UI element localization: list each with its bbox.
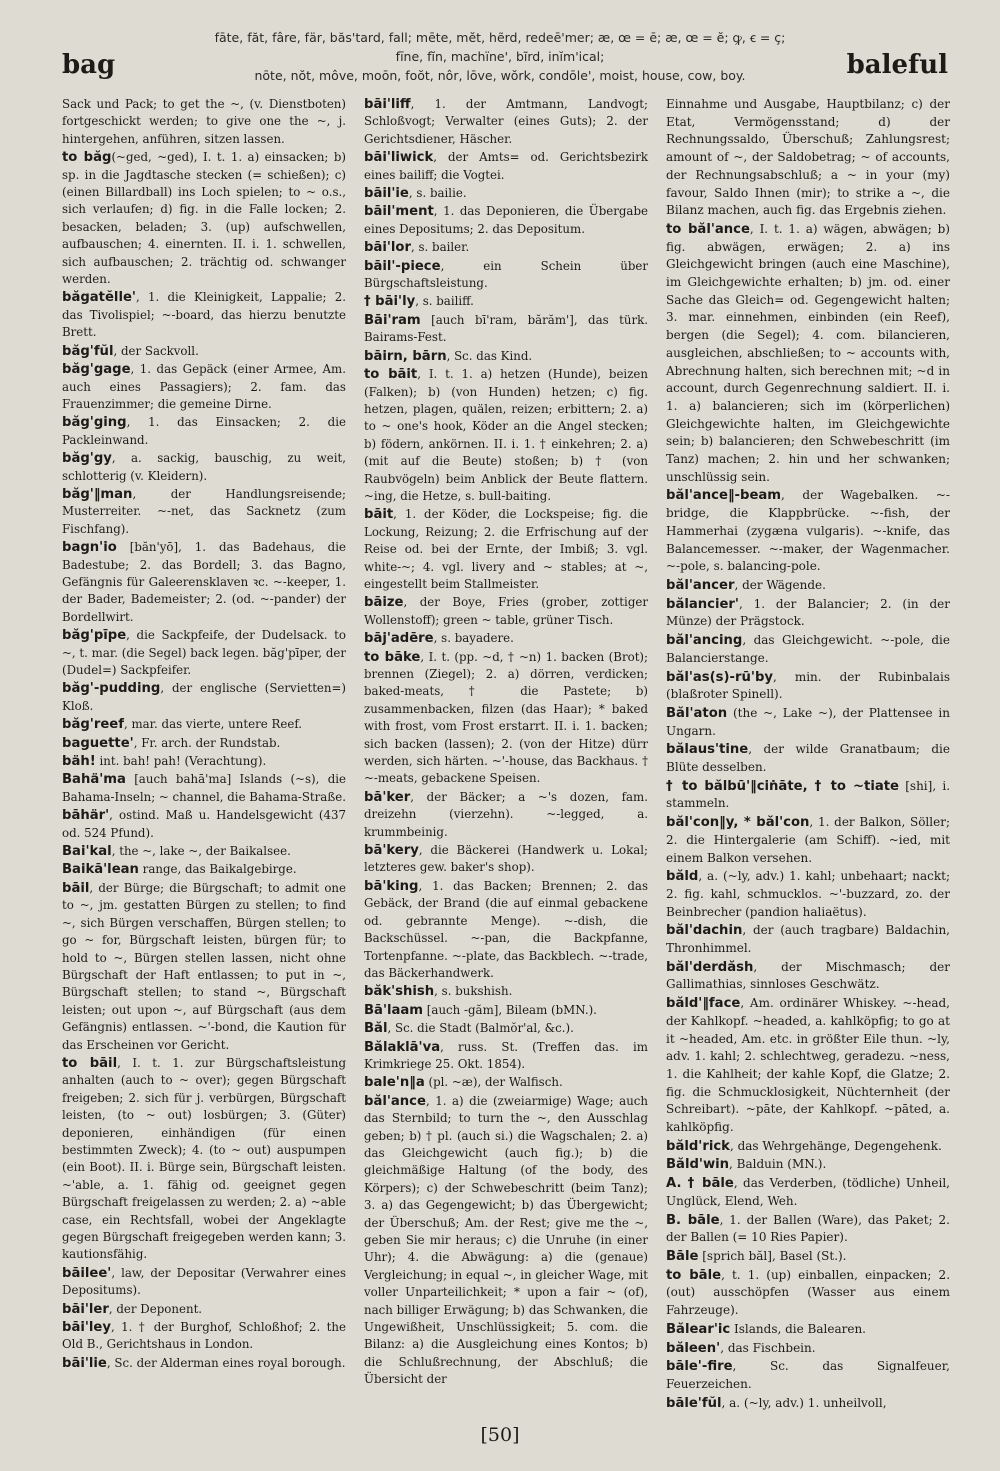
entry-definition: , 1. der Köder, die Lockspeise; fig. die Lockung, Reizung; 2. die Erfrischung auf der Reise od. bei der Ernte, der Imbiß; 3. vgl. white-~; 4. vgl. livery and ~ stables; at ~, eingestellt beim Stallmeister.: [364, 507, 648, 591]
entry-headword: băld: [666, 869, 699, 885]
entry-definition: , der Boye, Fries (grober, zottiger Wollenstoff); green ~ table, grüner Tisch.: [364, 595, 648, 627]
entry-definition: , die Sackpfeife, der Dudelsack. to ~, t. mar. (die Segel) back legen. băg'pīper, der (Dudel=) Sackpfeifer.: [62, 628, 346, 677]
entry-headword: bāilee': [62, 1265, 112, 1281]
dictionary-entry: [62, 343, 346, 360]
entry-definition: , min. der Rubinbalais (blaßroter Spinell).: [666, 669, 950, 702]
entry-definition: , mar. das vierte, untere Reef.: [123, 717, 303, 732]
entry-headword: bāi'ler: [62, 1301, 109, 1317]
pronunciation-key-line: fīne, fĭn, machïne', bĩrd, inĭm'ical;: [395, 49, 605, 64]
entry-definition: , I. t. 1. a) wägen, abwägen; b) fig. abwägen, erwägen; 2. a) ins Gleichgewicht bringen (auch eine Maschine), im Gleichgewichte erhalten; b) jm. od. einer Sache das Gleich= od. Gegengewicht halten; 3. mar. einnehmen, einbinden (ein Reef), bergen (die Segel); 4. com. bilancieren, ausgleichen, abschließen; to ~ accounts with, Abrechnung halten, sich berechnen mit; ~d in account, durch Gegenrechnung saldiert. II. i. 1. a) balancieren; sich im (körperlichen) Gleichgewichte halten, im Gleichgewichte sein; b) balancieren; den Schwebeschritt (im Tanz) machen; 2. hin und her schwanken; unschlüssig sein.: [666, 221, 950, 484]
dictionary-entry: [364, 506, 648, 593]
entry-headword: băl'dachin: [666, 923, 743, 939]
entry-headword: bāi'lor: [364, 240, 411, 256]
entry-headword: bāize: [364, 595, 404, 611]
entry-headword: băg'‖man: [62, 486, 133, 502]
entry-headword: † to bălbū'‖ciṅāte, † to ~tiate: [666, 778, 899, 794]
dictionary-entry: [62, 539, 346, 626]
dictionary-entry: [364, 366, 648, 505]
entry-headword: băg'reef: [62, 717, 124, 733]
entry-headword: băl'ancing: [666, 633, 743, 649]
dictionary-entry: [666, 1395, 950, 1413]
entry-headword: bagn'io: [62, 540, 117, 556]
left-running-headword: bag: [62, 50, 116, 80]
entry-definition: , der Bürge; die Bürgschaft; to admit one to ~, jm. gestatten Bürgen zu stellen; to find ~, sich Bürgen verschaffen, Bürgen stellen; to go ~ for, Bürgschaft leisten, bürgen für; to hold to ~, Bürgen stellen lassen, nicht ohne Bürgschaft der Haft entlassen; to put in ~, Bürgschaft stellen; to stand ~, Bürgschaft leisten; out upon ~, auf Bürgschaft (aus dem Gefängnis) entlassen. ~'-bond, die Kaution für das Erscheinen vor Gericht.: [62, 880, 346, 1052]
entry-headword: băl'as(s)-rū'by: [666, 669, 773, 685]
entry-definition: , s. bailer.: [410, 240, 470, 255]
entry-definition: , 1. der Amtmann, Landvogt; Schloßvogt; Verwalter (eines Guts); 2. der Gerichtsdiener, Häscher.: [364, 97, 648, 146]
entry-definition: , 1. das Backen; Brennen; 2. das Gebäck, der Brand (die auf einmal gebackene od. gebrannte Menge). ~-dish, die Backschüssel. ~-pan, die Backpfanne, Tortenpfanne. ~-plate, das Backblech. ~-trade, das Bäckerhandwerk.: [364, 878, 648, 980]
pronunciation-key-line: fāte, făt, fâre, fär, băs'tard, fall; mēte, mĕt, hẽrd, redeē'mer; æ, œ = ē; æ, œ = ĕ; ꝙ, ꞓ = ç;: [214, 30, 786, 45]
entry-headword: băl'ancer: [666, 577, 735, 593]
entry-definition: , the ~, lake ~, der Baikalsee.: [111, 844, 291, 859]
dictionary-entry: [62, 1301, 346, 1318]
entry-headword: Băl: [364, 1021, 388, 1037]
entry-headword: bāle'fŭl: [666, 1395, 722, 1411]
dictionary-entry: [666, 705, 950, 740]
dictionary-entry: [364, 312, 648, 347]
dictionary-entry: [364, 203, 648, 238]
entry-definition: , a. (~ly, adv.) 1. kahl; unbehaart; nackt; 2. fig. kahl, schmucklos. ~'-buzzard, zo. der Beinbrecher (pandion haliaëtus).: [666, 869, 950, 919]
entry-headword: băl'ance: [364, 1093, 426, 1109]
entry-headword: bāil'ie: [364, 186, 409, 202]
dictionary-entry: [666, 778, 950, 813]
entry-definition: , Fr. arch. der Rundstab.: [133, 735, 281, 750]
dictionary-entry: [666, 959, 950, 994]
entry-definition: Islands, die Balearen.: [730, 1321, 866, 1336]
entry-definition: , ein Schein über Bürgschaftsleistung.: [364, 258, 648, 291]
dictionary-entry: [62, 486, 346, 538]
dictionary-entry: [666, 1175, 950, 1210]
dictionary-entry: [666, 1212, 950, 1247]
entry-definition: , Am. ordinärer Whiskey. ~-head, der Kahlkopf. ~headed, a. kahlköpfig; to go at it ~headed, Am. etc. in größter Eile thun. ~ly, adv. 1. kahl; 2. schlechtweg, geradezu. ~ness, 1. die Kahlheit; der kahle Kopf, die Glatze; 2. fig. die Schmucklosigkeit, Nüchternheit (der Schreibart). ~pāte, der Kahlkopf. ~pāted, a. kahlköpfig.: [666, 996, 950, 1135]
dictionary-entry: [62, 716, 346, 733]
dictionary-entry: [364, 258, 648, 293]
entry-headword: bā'kery: [364, 843, 419, 859]
entry-definition: , das Wehrgehänge, Degengehenk.: [729, 1138, 942, 1153]
dictionary-entry: [62, 361, 346, 413]
entry-headword: † bāi'ly: [364, 294, 416, 310]
entry-definition: , Sc. der Alderman eines royal borough.: [106, 1355, 346, 1370]
entry-definition: , Balduin (MN.).: [729, 1157, 827, 1172]
entry-headword: Băld'win: [666, 1157, 730, 1173]
entry-headword: bāil'ment: [364, 204, 434, 220]
entry-definition: , 1. das Gepäck (einer Armee, Am. auch eines Passagiers); 2. fam. das Frauenzimmer; die gemeine Dirne.: [62, 362, 346, 411]
dictionary-entry: [364, 594, 648, 629]
dictionary-entry: [364, 1002, 648, 1019]
entry-headword: băl'con‖y, * băl'con: [666, 815, 810, 831]
dictionary-entry: [62, 149, 346, 288]
dictionary-entry: [364, 983, 648, 1000]
dictionary-entry: [62, 289, 346, 341]
dictionary-entry: [666, 596, 950, 631]
dictionary-entry: [364, 149, 648, 184]
entry-headword: băk'shish: [364, 984, 435, 1000]
entry-definition: [auch -găm], Bileam (bMN.).: [423, 1002, 597, 1017]
dictionary-entry: [666, 1138, 950, 1156]
dictionary-entry: [666, 995, 950, 1137]
dictionary-entry: [62, 753, 346, 770]
dictionary-entry: [62, 880, 346, 1054]
pronunciation-key-line: nōte, nŏt, môve, moōn, foŏt, nôr, lōve, wŏrk, condōle', moist, house, cow, boy.: [254, 68, 746, 83]
entry-headword: Bāi'ram: [364, 312, 421, 328]
dictionary-entry: [666, 741, 950, 776]
entry-headword: băg'gy: [62, 451, 112, 467]
entry-definition: Einnahme und Ausgabe, Hauptbilanz; c) der Etat, Vermögensstand; d) der Rechnungssaldo, Überschuß; Zahlungsrest; amount of ~, der Saldobetrag; ~ of accounts, der Rechnungsabschluß; a ~ in your (my) favour, Saldo Ihnen (mir); to strike a ~, die Bilanz machen, auch fig. das Ergebnis ziehen.: [666, 97, 950, 218]
entry-headword: Bā'laam: [364, 1002, 424, 1018]
entry-definition: Sack und Pack; to get the ~, (v. Dienstboten) fortgeschickt werden; to give one the ~, j. hintergehen, anführen, sitzen lassen.: [62, 97, 346, 146]
entry-headword: Bălaklā'va: [364, 1039, 441, 1055]
entry-definition: , das Fischbein.: [720, 1340, 816, 1355]
dictionary-entry: [666, 814, 950, 867]
entry-definition: [băn'yō], 1. das Badehaus, die Badestube; 2. das Bordell; 3. das Bagno, Gefängnis für Galeerensklaven ꝛc. ~-keeper, 1. der Bader, Bademeister; 2. (od. ~-pander) der Bordellwirt.: [62, 540, 346, 624]
dictionary-entry: [62, 680, 346, 715]
entry-headword: Bahä'ma: [62, 772, 126, 788]
entry-definition: , 1. das Einsacken; 2. die Packleinwand.: [62, 415, 346, 447]
entry-definition: , 1. der Ballen (Ware), das Paket; 2. der Ballen (= 10 Ries Papier).: [666, 1212, 950, 1245]
entry-definition: (the ~, Lake ~), der Plattensee in Ungarn.: [666, 705, 950, 738]
entry-headword: bā'king: [364, 878, 419, 894]
entry-definition: [auch bī'ram, bărăm'], das türk. Bairams-Fest.: [364, 312, 648, 345]
entry-definition: , der Amts= od. Gerichtsbezirk eines bailiff; die Vogtei.: [364, 150, 648, 182]
entry-definition: , der Deponent.: [108, 1301, 203, 1316]
entry-headword: to bāil: [62, 1055, 118, 1071]
entry-headword: băg'gage: [62, 362, 131, 378]
dictionary-entry: [666, 868, 950, 921]
entry-headword: to bāle: [666, 1267, 722, 1283]
entry-headword: to băl'ance: [666, 221, 750, 237]
entry-headword: băld'‖face: [666, 996, 741, 1012]
entry-definition: , law, der Depositar (Verwahrer eines Depositums).: [62, 1265, 346, 1298]
dictionary-entry: [364, 239, 648, 256]
dictionary-entry: [62, 735, 346, 752]
entry-definition: , I. t. (pp. ~d, † ~n) 1. backen (Brot); brennen (Ziegel); 2. a) dörren, verdicken; baked-meats, † die Pastete; b) zusammenbacken, filzen (das Haar); * baked with frost, vom Frost erstarrt. II. i. 1. backen; sich backen (lassen); 2. (von der Hitze) dürr werden, sich härten. ~'-house, das Backhaus. † ~-meats, gebackene Speisen.: [364, 649, 649, 786]
entry-definition: range, das Baikalgebirge.: [138, 862, 297, 877]
entry-definition: , der Bäcker; a ~'s dozen, fam. dreizehn (vierzehn). ~-legged, a. krummbeinig.: [364, 789, 648, 839]
dictionary-entry: [364, 842, 648, 877]
entry-definition: , s. bukshish.: [434, 984, 513, 999]
entry-headword: to bāit: [364, 367, 418, 383]
dictionary-entry: [364, 789, 648, 841]
entry-headword: bălaus'tine: [666, 742, 749, 758]
column-middle: [364, 96, 648, 1390]
entry-headword: bāi'liff: [364, 97, 411, 112]
dictionary-entry: [666, 632, 950, 667]
entry-definition: , der Wagebalken. ~-bridge, die Klappbrücke. ~-fish, der Hammerhai (zygæna vulgaris). ~-knife, das Balancemesser. ~-maker, der Wagenmacher. ~-pole, s. balancing-pole.: [666, 488, 950, 574]
entry-headword: Baikā'lean: [62, 862, 139, 878]
dictionary-entry: [666, 577, 950, 595]
entry-headword: bāit: [364, 507, 394, 523]
dictionary-entry: [364, 630, 648, 647]
entry-definition: , russ. St. (Treffen das. im Krimkriege 25. Okt. 1854).: [364, 1039, 648, 1071]
entry-headword: to băg: [62, 150, 112, 166]
dictionary-entry: [62, 843, 346, 860]
entry-definition: , I. t. 1. zur Bürgschaftsleistung anhalten (auch to ~ over); gegen Bürgschaft freigeben; 2. sich für j. verbürgen, Bürgschaft leisten, (to ~ out) losbürgen; 3. (Güter) deponieren, einhändigen (für einen bestimmten Zweck); 4. (to ~ out) auspumpen (ein Boot). II. i. Bürge sein, Bürgschaft leisten. ~'able, a. 1. fähig od. geeignet gegen Bürgschaft freigelassen zu werden; 2. a) ~able case, ein Rechtsfall, wobei der Angeklagte gegen Bürgschaft freigegeben werden kann; 3. kautionsfähig.: [62, 1055, 346, 1262]
dictionary-entry: [364, 1039, 648, 1074]
entry-headword: băg'pīpe: [62, 628, 127, 644]
dictionary-entry: [364, 1074, 648, 1091]
entry-headword: bäh!: [62, 754, 96, 770]
entry-definition: , der (auch tragbare) Baldachin, Thronhimmel.: [666, 923, 950, 956]
entry-definition: , das Verderben, (tödliche) Unheil, Unglück, Elend, Weh.: [666, 1176, 950, 1208]
dictionary-entry: [62, 1319, 346, 1354]
dictionary-entry: [62, 771, 346, 806]
entry-definition: , Sc. das Signalfeuer, Feuerzeichen.: [666, 1359, 950, 1391]
entry-headword: bāle'-fire: [666, 1359, 733, 1375]
entry-definition: , s. bayadere.: [433, 631, 514, 646]
entry-headword: băgatĕlle': [62, 290, 136, 306]
entry-headword: bale'n‖a: [364, 1075, 425, 1091]
entry-definition: , der wilde Granatbaum; die Blüte desselben.: [666, 742, 950, 775]
entry-definition: , I. t. 1. a) hetzen (Hunde), beizen (Falken); b) (von Hunden) hetzen; c) fig. hetzen, plagen, quälen, reizen; erbittern; 2. a) to ~ one's hook, Köder an die Angel stecken; b) födern, ankörnen. II. i. 1. † einkehren; 2. a) (mit auf die Beute) stoßen; b) † (von Raubvögeln) beim Anblick der Beute flattern. ~ing, die Hetze, s. bull-baiting.: [364, 367, 648, 503]
entry-definition: [shi], i. stammeln.: [666, 778, 951, 811]
page-number: [50]: [480, 1424, 520, 1446]
entry-definition: , der Sackvoll.: [113, 343, 199, 358]
dictionary-entry: [364, 185, 648, 202]
dictionary-entry: [62, 96, 346, 148]
entry-definition: , 1. a) die (zweiarmige) Wage; auch das Sternbild; to turn the ~, den Ausschlag geben; b) † pl. (auch si.) die Wagschalen; 2. a) das Gleichgewicht (auch fig.); b) die gleichmäßige Haltung (of the body, des Körpers); c) der Schwebeschritt (beim Tanz); 3. a) das Gegengewicht; b) das Übergewicht; der Überschuß; Am. der Rest; give me the ~, geben Sie mir heraus; c) die Unruhe (in einer Uhr); 4. die Abwägung: a) die (genaue) Vergleichung; in equal ~, in gleicher Wage, mit voller Unparteilichkeit; * upon a fair ~ (of), nach billiger Erwägung; b) das Schwanken, die Ungewißheit, Unschlüssigkeit; 5. com. die Bilanz: a) die Ausgleichung eines Kontos; b) die Schlußrechnung, der Abschluß; die Übersicht der: [364, 1093, 648, 1387]
entry-definition: , ostind. Maß u. Handelsgewicht (437 od. 524 Pfund).: [62, 808, 346, 840]
dictionary-entry: [666, 221, 950, 487]
entry-definition: , 1. die Kleinigkeit, Lappalie; 2. das Tivolispiel; ~-board, das hierzu benutzte Brett.: [62, 290, 346, 340]
dictionary-entry: [62, 807, 346, 842]
entry-definition: [sprich băl], Basel (St.).: [698, 1249, 847, 1263]
entry-headword: bāi'lie: [62, 1355, 107, 1371]
entry-headword: Bălear'ic: [666, 1321, 731, 1337]
dictionary-entry: [62, 414, 346, 449]
dictionary-entry: [666, 487, 950, 576]
entry-headword: băg'fŭl: [62, 343, 114, 359]
entry-definition: , der Handlungsreisende; Musterreiter. ~-net, das Sacknetz (zum Fischfang).: [62, 486, 346, 536]
entry-definition: , 1. † der Burghof, Schloßhof; 2. the Old B., Gerichtshaus in London.: [62, 1320, 346, 1352]
entry-definition: [auch bahā'ma] Islands (~s), die Bahama-Inseln; ~ channel, die Bahama-Straße.: [62, 772, 346, 804]
entry-definition: , a. (~ly, adv.) 1. unheilvoll,: [721, 1395, 887, 1410]
entry-definition: , der englische (Servietten=) Kloß.: [62, 681, 346, 713]
dictionary-entry: [62, 861, 346, 878]
entry-headword: băg'-pudding: [62, 681, 161, 697]
column-left: [62, 96, 346, 1373]
entry-headword: B. bāle: [666, 1212, 720, 1228]
dictionary-entry: [666, 1321, 950, 1339]
entry-headword: băg'ging: [62, 415, 127, 431]
entry-headword: bā'ker: [364, 789, 411, 805]
dictionary-entry: [666, 1340, 950, 1358]
dictionary-entry: [666, 922, 950, 957]
entry-headword: băleen': [666, 1340, 721, 1356]
entry-definition: , das Gleichgewicht. ~-pole, die Balancierstange.: [666, 633, 950, 665]
dictionary-entry: [62, 1265, 346, 1300]
entry-definition: , die Bäckerei (Handwerk u. Lokal; letzteres gew. baker's shop).: [364, 843, 648, 875]
entry-headword: baguette': [62, 735, 134, 751]
dictionary-entry: [364, 878, 648, 982]
dictionary-entry: [62, 627, 346, 679]
entry-definition: , t. 1. (up) einballen, einpacken; 2. (out) ausschöpfen (Wasser aus einem Fahrzeuge).: [666, 1267, 951, 1318]
entry-definition: , Sc. die Stadt (Balmŏr'al, &c.).: [387, 1021, 574, 1036]
entry-definition: , s. bailiff.: [415, 294, 474, 309]
pronunciation-key: [200, 28, 800, 85]
dictionary-entry: [62, 1055, 346, 1264]
entry-headword: bāi'ley: [62, 1320, 111, 1336]
entry-headword: Bai'kal: [62, 844, 112, 860]
entry-definition: , s. bailie.: [408, 186, 467, 201]
dictionary-entry: [62, 1355, 346, 1372]
dictionary-entry: [666, 1156, 950, 1174]
dictionary-entry: [364, 649, 648, 788]
dictionary-entry: [666, 1248, 950, 1266]
dictionary-entry: [364, 348, 648, 365]
dictionary-entry: [364, 1020, 648, 1037]
entry-definition: , 1. der Balancier; 2. (in der Münze) der Prägstock.: [666, 596, 950, 629]
entry-definition: , der Wägende.: [734, 577, 826, 592]
entry-headword: bāil'-piece: [364, 258, 441, 274]
entry-headword: bāi'liwick: [364, 150, 434, 166]
entry-headword: Bāle: [666, 1249, 699, 1264]
dictionary-entry: [364, 96, 648, 148]
entry-headword: bălancier': [666, 596, 739, 612]
entry-headword: băl'derdăsh: [666, 959, 754, 975]
column-right: [666, 96, 950, 1413]
dictionary-entry: [666, 1267, 950, 1320]
entry-headword: Băl'aton: [666, 705, 728, 721]
entry-headword: to bāke: [364, 649, 421, 665]
entry-definition: , 1. der Balkon, Söller; 2. die Hintergalerie (am Schiff). ~ied, mit einem Balkon versehen.: [666, 815, 950, 865]
entry-definition: , 1. das Deponieren, die Übergabe eines Depositums; 2. das Depositum.: [364, 204, 648, 236]
entry-definition: (~ged, ~ged), I. t. 1. a) einsacken; b) sp. in die Jagdtasche stecken (= schießen); c) (einen Billardball) ins Loch spielen; to ~ o.s., sich verlaufen; d) fig. in die Falle locken; 2. besacken, beladen; 3. (up) aufschwellen, aufbauschen; 4. einernten. II. i. 1. schwellen, sich aufbauschen; 2. trächtig od. schwanger werden.: [62, 150, 347, 287]
entry-definition: (pl. ~æ), der Walfisch.: [424, 1075, 563, 1090]
entry-headword: A. † bāle: [666, 1176, 734, 1192]
entry-headword: băld'rick: [666, 1138, 730, 1154]
dictionary-columns: [62, 96, 950, 1416]
right-running-headword: baleful: [846, 50, 948, 80]
dictionary-entry: [62, 450, 346, 485]
entry-headword: bāj'adēre: [364, 631, 434, 647]
dictionary-entry: [666, 1358, 950, 1393]
dictionary-entry: [666, 669, 950, 704]
dictionary-entry: [364, 293, 648, 310]
dictionary-entry: [666, 96, 950, 220]
entry-definition: , der Mischmasch; der Gallimathias, sinnloses Geschwätz.: [666, 959, 950, 992]
entry-definition: int. bah! pah! (Verachtung).: [95, 754, 267, 769]
entry-headword: băl'ance‖-beam: [666, 488, 782, 504]
entry-headword: bāhär': [62, 808, 110, 824]
dictionary-entry: [364, 1093, 648, 1389]
entry-headword: bāirn, bārn: [364, 348, 447, 364]
entry-headword: bāil: [62, 880, 90, 896]
entry-definition: , a. sackig, bauschig, zu weit, schlotterig (v. Kleidern).: [62, 451, 346, 483]
entry-definition: , Sc. das Kind.: [446, 348, 533, 363]
